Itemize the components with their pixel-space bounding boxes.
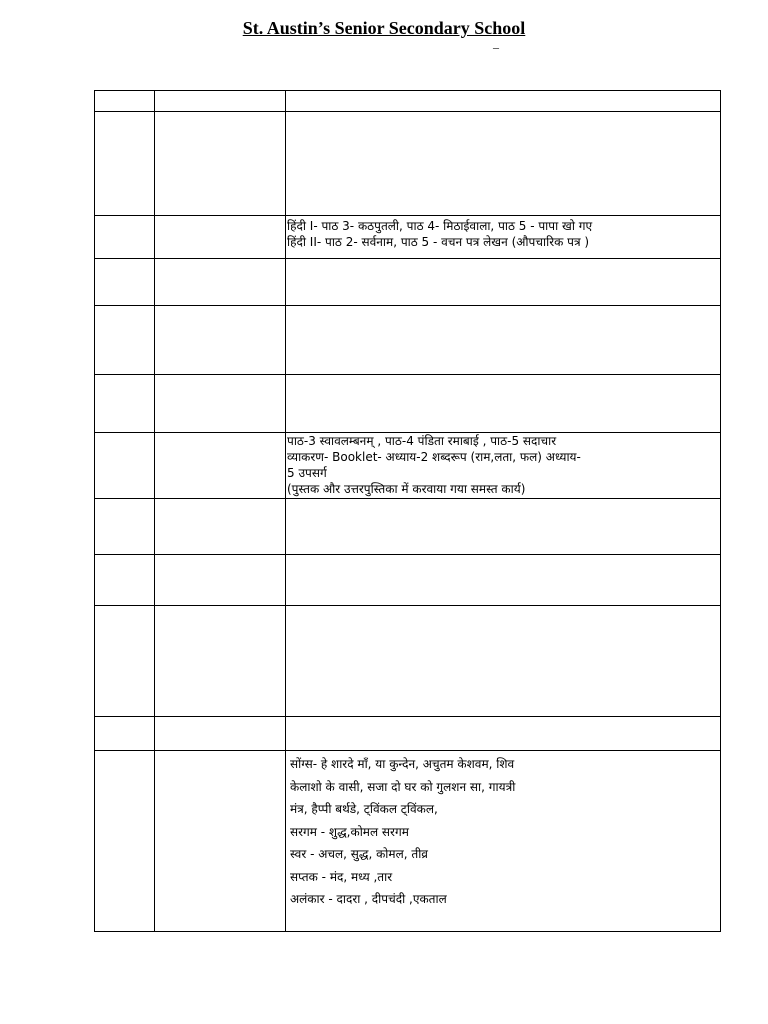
table-row bbox=[95, 555, 721, 606]
page-title: St. Austin’s Senior Secondary School bbox=[242, 18, 526, 38]
table-cell bbox=[286, 555, 721, 606]
text-line: पाठ-3 स्वावलम्बनम् , पाठ-4 पंडिता रमाबाई , पाठ-5 सदाचार bbox=[287, 434, 557, 448]
hindi-syllabus-cell bbox=[286, 216, 721, 259]
table-cell bbox=[286, 717, 721, 751]
text-line: व्याकरण- Booklet- अध्याय-2 शब्दरूप (राम,लता, फल) अध्याय- bbox=[287, 450, 581, 464]
table-cell bbox=[155, 91, 286, 112]
table-cell bbox=[95, 306, 155, 375]
table-cell bbox=[286, 499, 721, 555]
sanskrit-syllabus-cell bbox=[286, 433, 721, 499]
table-cell bbox=[95, 112, 155, 216]
text-line: सोंग्स- हे शारदे माँ, या कुन्देन, अचुतम केशवम, शिव bbox=[290, 757, 515, 771]
table-cell bbox=[155, 259, 286, 306]
table-cell bbox=[155, 555, 286, 606]
table-row bbox=[95, 751, 721, 932]
table-row bbox=[95, 216, 721, 259]
table-row bbox=[95, 433, 721, 499]
text-line: हिंदी II- पाठ 2- सर्वनाम, पाठ 5 - वचन पत्र लेखन (औपचारिक पत्र ) bbox=[287, 235, 590, 249]
text-line: स्वर - अचल, सुद्ध, कोमल, तीव्र bbox=[290, 847, 428, 861]
table-cell bbox=[155, 375, 286, 433]
syllabus-table bbox=[94, 90, 721, 932]
table-row bbox=[95, 306, 721, 375]
table-cell bbox=[286, 91, 721, 112]
table-row bbox=[95, 499, 721, 555]
text-line: हिंदी I- पाठ 3- कठपुतली, पाठ 4- मिठाईवाला, पाठ 5 - पापा खो गए bbox=[287, 219, 593, 233]
text-line: सरगम - शुद्ध,कोमल सरगम bbox=[290, 824, 409, 839]
table-cell bbox=[155, 606, 286, 717]
table-row bbox=[95, 112, 721, 216]
table-cell bbox=[155, 751, 286, 932]
table-cell bbox=[95, 606, 155, 717]
table-cell bbox=[95, 717, 155, 751]
table-row bbox=[95, 91, 721, 112]
text-line: (पुस्तक और उत्तरपुस्तिका में करवाया गया समस्त कार्य) bbox=[287, 482, 526, 496]
table-row bbox=[95, 375, 721, 433]
table-cell bbox=[95, 91, 155, 112]
table-cell bbox=[155, 717, 286, 751]
table-row bbox=[95, 259, 721, 306]
table-cell bbox=[155, 112, 286, 216]
table-cell bbox=[155, 216, 286, 259]
table-cell bbox=[95, 555, 155, 606]
table-cell bbox=[286, 375, 721, 433]
text-line: अलंकार - दादरा , दीपचंदी ,एकताल bbox=[290, 892, 447, 906]
table-cell bbox=[95, 375, 155, 433]
text-line: 5 उपसर्ग bbox=[287, 466, 327, 480]
table-cell bbox=[286, 306, 721, 375]
music-syllabus-cell bbox=[286, 751, 721, 932]
table-cell bbox=[286, 606, 721, 717]
table-row bbox=[95, 717, 721, 751]
text-line: मंत्र, हैप्पी बर्थडे, ट्विंकल ट्विंकल, bbox=[290, 802, 438, 816]
table-row bbox=[95, 606, 721, 717]
title-mark: – bbox=[493, 40, 499, 54]
text-line: केलाशो के वासी, सजा दो घर को गुलशन सा, गायत्री bbox=[290, 779, 516, 794]
table-cell bbox=[286, 112, 721, 216]
table-cell bbox=[95, 751, 155, 932]
table-cell bbox=[155, 499, 286, 555]
table-cell bbox=[286, 259, 721, 306]
table-cell bbox=[95, 433, 155, 499]
table-cell bbox=[95, 499, 155, 555]
table-cell bbox=[95, 259, 155, 306]
table-cell bbox=[155, 433, 286, 499]
table-cell bbox=[155, 306, 286, 375]
table-cell bbox=[95, 216, 155, 259]
text-line: सप्तक - मंद, मध्य ,तार bbox=[290, 869, 393, 884]
